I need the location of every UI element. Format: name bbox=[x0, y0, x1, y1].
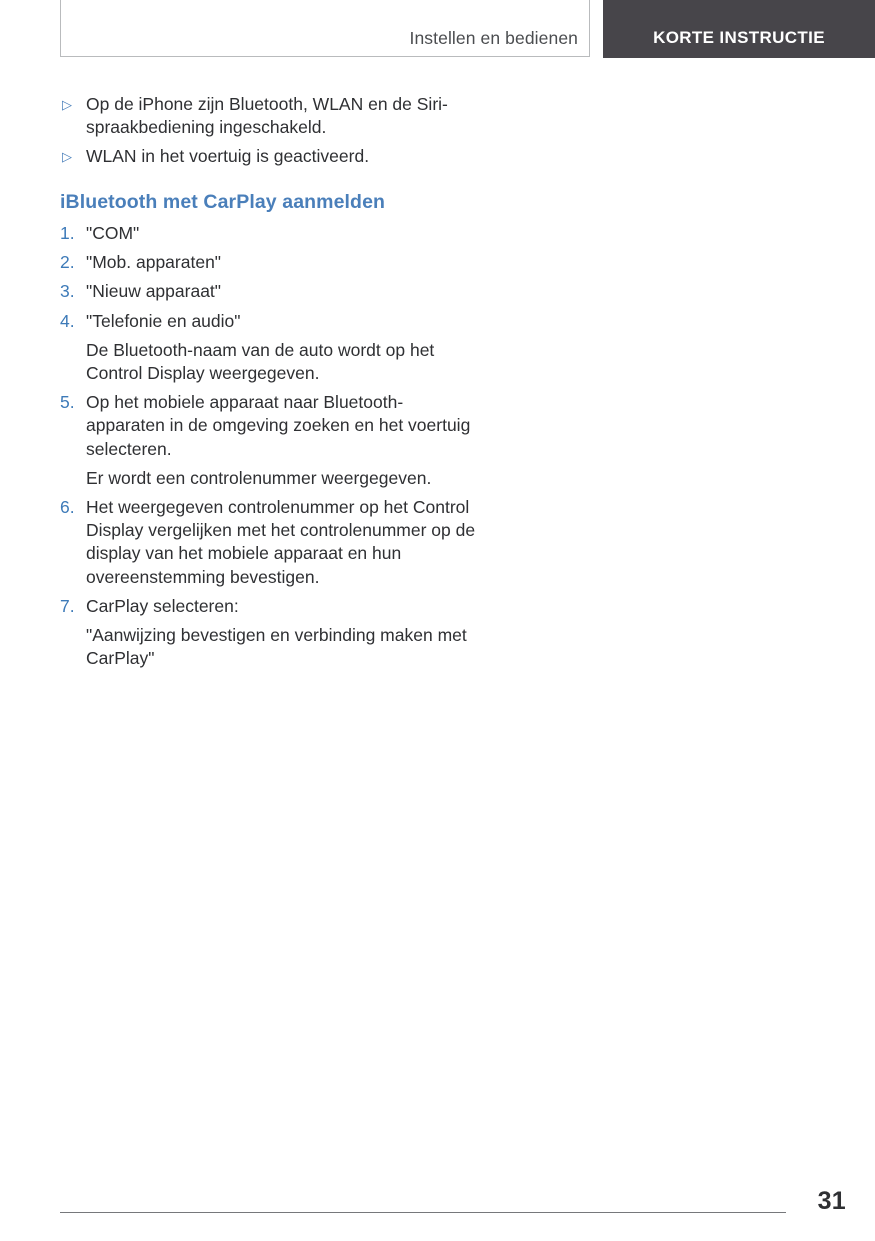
step-note-text: Er wordt een controlenummer weergegeven. bbox=[86, 467, 432, 488]
step-text: Het weergegeven controlenummer op het Control Display vergelijken met het controlenummer op de display van het mobiele apparaat en hun overeenstemming bevestigen. bbox=[86, 497, 476, 587]
step-item bbox=[60, 222, 480, 245]
prerequisite-item bbox=[60, 145, 480, 168]
step-text: CarPlay selecteren: bbox=[86, 595, 239, 616]
prerequisite-text: Op de iPhone zijn Bluetooth, WLAN en de Siri-spraakbediening ingeschakeld. bbox=[86, 94, 448, 137]
section-heading: iBluetooth met CarPlay aanmelden bbox=[60, 191, 386, 213]
step-number: 3. bbox=[60, 281, 75, 302]
step-item bbox=[60, 391, 480, 461]
chapter-tab-label: KORTE INSTRUCTIE bbox=[653, 28, 825, 47]
step-number: 7. bbox=[60, 595, 75, 616]
step-number: 4. bbox=[60, 310, 75, 331]
footer-divider bbox=[60, 1212, 786, 1213]
page-header bbox=[0, 0, 875, 59]
step-text: "Telefonie en audio" bbox=[86, 310, 241, 331]
step-note-text: "Aanwijzing bevestigen en verbinding maken met CarPlay" bbox=[86, 625, 467, 669]
step-text: "Nieuw apparaat" bbox=[86, 281, 222, 302]
step-item bbox=[60, 496, 480, 589]
step-note bbox=[60, 624, 480, 670]
prerequisite-item bbox=[60, 93, 480, 139]
step-number: 6. bbox=[60, 497, 75, 518]
step-item bbox=[60, 280, 480, 303]
step-note bbox=[60, 467, 480, 490]
step-note bbox=[60, 339, 480, 385]
step-note-text: De Bluetooth-naam van de auto wordt op het Control Display weergegeven. bbox=[86, 339, 435, 384]
breadcrumb-box bbox=[60, 0, 590, 57]
prerequisite-list bbox=[60, 93, 480, 168]
step-number: 5. bbox=[60, 392, 75, 413]
step-list bbox=[60, 222, 480, 670]
step-text: "COM" bbox=[86, 223, 140, 243]
page-content bbox=[60, 93, 480, 676]
step-text: Op het mobiele apparaat naar Bluetooth-apparaten in de omgeving zoeken en het voertuig selecteren. bbox=[86, 392, 471, 459]
step-text: "Mob. apparaten" bbox=[86, 252, 222, 273]
breadcrumb: Instellen en bedienen bbox=[409, 28, 578, 48]
prerequisite-text: WLAN in het voertuig is geactiveerd. bbox=[86, 146, 370, 166]
chapter-tab bbox=[603, 0, 875, 58]
step-item bbox=[60, 310, 480, 333]
step-number: 1. bbox=[60, 223, 75, 243]
triangle-bullet-icon: ▷ bbox=[62, 149, 72, 164]
step-item bbox=[60, 595, 480, 618]
triangle-bullet-icon: ▷ bbox=[62, 97, 72, 112]
step-number: 2. bbox=[60, 252, 75, 273]
page-number: 31 bbox=[817, 1187, 846, 1215]
page-footer bbox=[0, 1186, 875, 1241]
step-item bbox=[60, 251, 480, 274]
